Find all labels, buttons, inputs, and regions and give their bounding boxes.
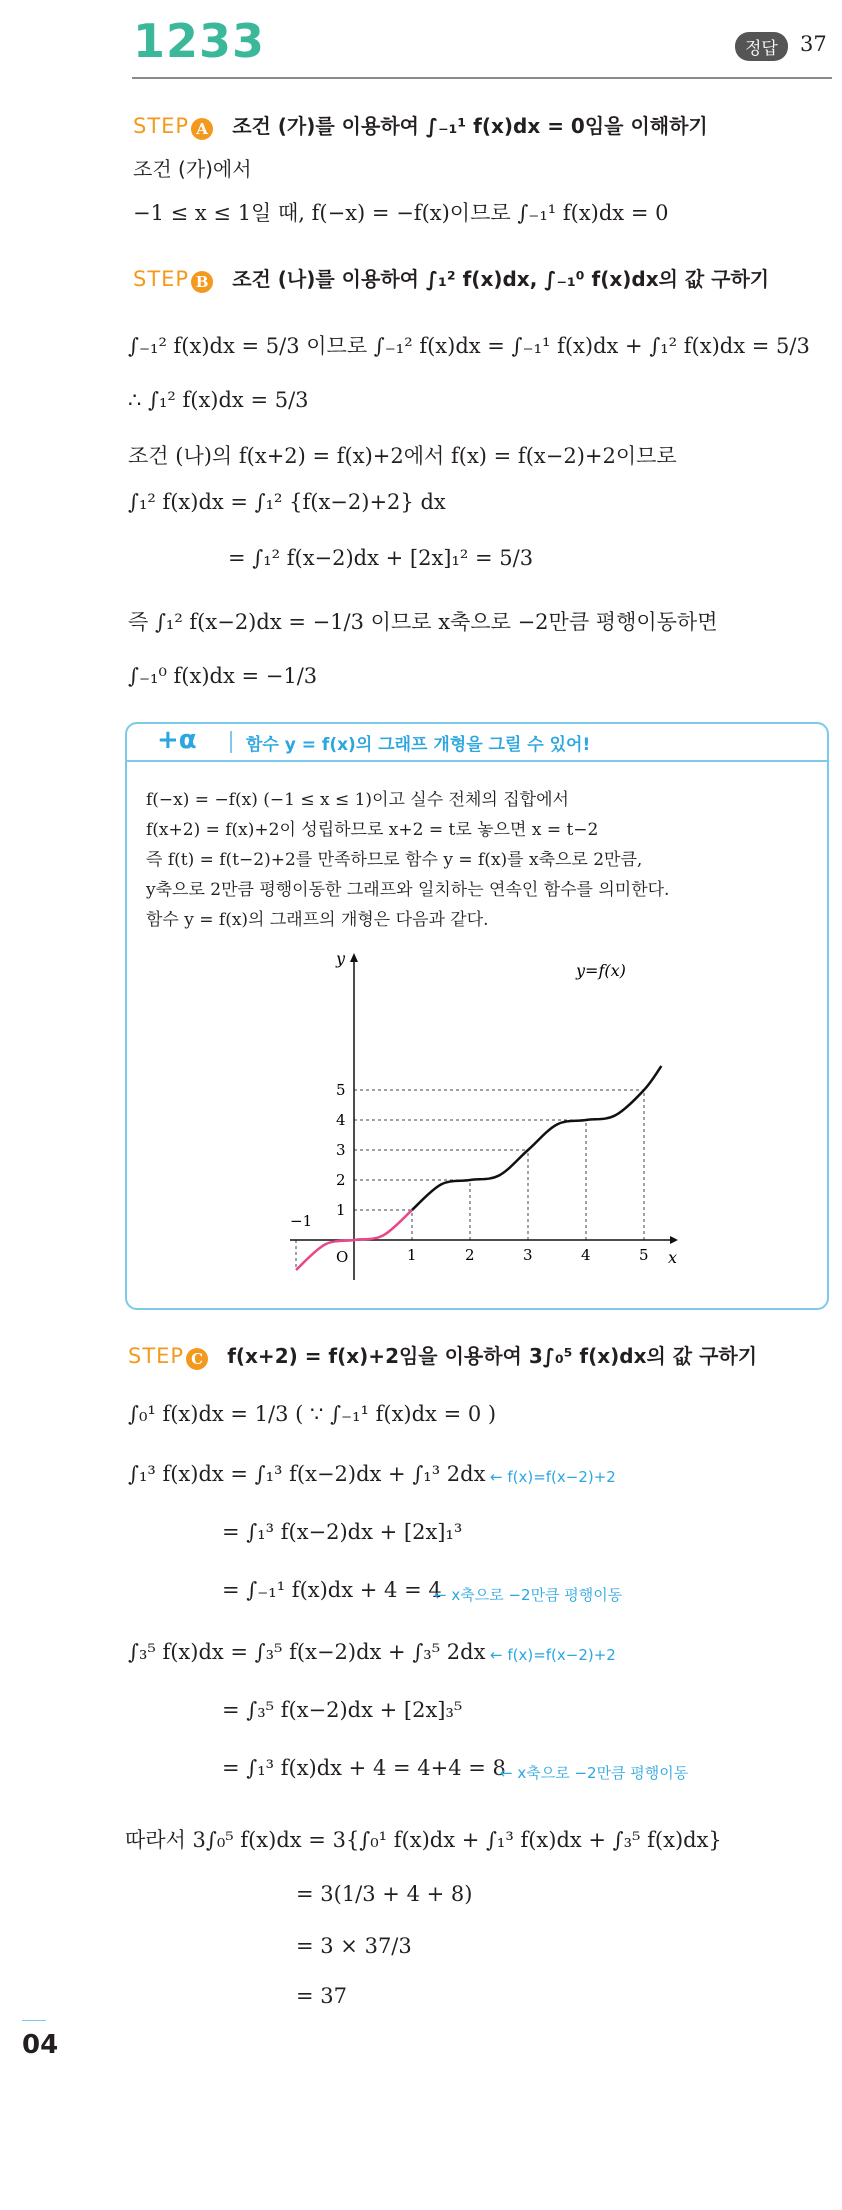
step-c-line-1: ∫₀¹ f(x)dx = 1/3 ( ∵ ∫₋₁¹ f(x)dx = 0 ) bbox=[128, 1402, 497, 1426]
step-c-note-4: ← x축으로 −2만큼 평행이동 bbox=[500, 1764, 689, 1782]
step-a-label: STEP bbox=[133, 114, 190, 138]
step-c-title: f(x+2) = f(x)+2임을 이용하여 3∫₀⁵ f(x)dx의 값 구하기 bbox=[227, 1344, 758, 1368]
step-b-label: STEP bbox=[133, 267, 190, 291]
tip-line-4: y축으로 2만큼 평행이동한 그래프와 일치하는 연속인 함수를 의미한다. bbox=[146, 880, 670, 900]
step-c-line-11: = 37 bbox=[296, 1984, 347, 2008]
step-a-line-1: 조건 (가)에서 bbox=[133, 157, 252, 181]
x-tick-label-3: 3 bbox=[523, 1246, 533, 1264]
step-a-line-2: −1 ≤ x ≤ 1일 때, f(−x) = −f(x)이므로 ∫₋₁¹ f(x)dx = 0 bbox=[133, 201, 669, 225]
step-c-note-2: ← x축으로 −2만큼 평행이동 bbox=[434, 1586, 623, 1604]
header-rule bbox=[132, 77, 832, 79]
y-tick-label-5: 5 bbox=[336, 1081, 346, 1099]
step-b-letter: B bbox=[191, 271, 213, 293]
step-c-line-9: = 3(1/3 + 4 + 8) bbox=[296, 1882, 473, 1906]
tip-line-5: 함수 y = f(x)의 그래프의 개형은 다음과 같다. bbox=[146, 910, 489, 930]
step-a-letter: A bbox=[191, 118, 213, 140]
step-b-line-7: ∫₋₁⁰ f(x)dx = −1/3 bbox=[128, 664, 318, 688]
step-c-label: STEP bbox=[128, 1344, 185, 1368]
step-b-heading bbox=[133, 263, 769, 293]
page-number: 04 bbox=[22, 2030, 59, 2060]
page-rule bbox=[22, 2020, 46, 2021]
step-b-line-1: ∫₋₁² f(x)dx = 5/3 이므로 ∫₋₁² f(x)dx = ∫₋₁¹ f(x)dx + ∫₁² f(x)dx = 5/3 bbox=[128, 334, 810, 358]
curve-label: y=f(x) bbox=[576, 961, 626, 980]
step-c-line-8: 따라서 3∫₀⁵ f(x)dx = 3{∫₀¹ f(x)dx + ∫₁³ f(x)dx + ∫₃⁵ f(x)dx} bbox=[125, 1828, 722, 1852]
x-axis-label: x bbox=[668, 1248, 678, 1267]
step-b-line-6: 즉 ∫₁² f(x−2)dx = −1/3 이므로 x축으로 −2만큼 평행이동하면 bbox=[128, 610, 718, 634]
y-axis-arrow-icon bbox=[350, 953, 358, 962]
tip-separator bbox=[230, 731, 232, 753]
step-c-heading bbox=[128, 1340, 757, 1370]
step-b-line-5: = ∫₁² f(x−2)dx + [2x]₁² = 5/3 bbox=[228, 546, 534, 570]
y-axis-label: y bbox=[336, 950, 346, 968]
x-tick-label-4: 4 bbox=[581, 1246, 591, 1264]
neg-one-tick: −1 bbox=[290, 1212, 313, 1230]
x-tick-label-2: 2 bbox=[465, 1246, 475, 1264]
step-c-note-1: ← f(x)=f(x−2)+2 bbox=[490, 1468, 616, 1486]
step-c-letter: C bbox=[186, 1348, 208, 1370]
step-b-title: 조건 (나)를 이용하여 ∫₁² f(x)dx, ∫₋₁⁰ f(x)dx의 값 구하기 bbox=[232, 267, 770, 291]
x-tick-label-1: 1 bbox=[407, 1246, 417, 1264]
function-graph bbox=[270, 950, 690, 1290]
step-a-heading bbox=[133, 110, 708, 140]
step-b-line-4: ∫₁² f(x)dx = ∫₁² {f(x−2)+2} dx bbox=[128, 490, 446, 514]
tip-line-1: f(−x) = −f(x) (−1 ≤ x ≤ 1)이고 실수 전체의 집합에서 bbox=[146, 790, 569, 810]
step-c-line-5: ∫₃⁵ f(x)dx = ∫₃⁵ f(x−2)dx + ∫₃⁵ 2dx bbox=[128, 1640, 486, 1664]
step-c-line-7: = ∫₁³ f(x)dx + 4 = 4+4 = 8 bbox=[222, 1756, 506, 1780]
answer-badge: 정답 bbox=[735, 32, 788, 61]
curve-main bbox=[412, 1066, 661, 1210]
tip-line-2: f(x+2) = f(x)+2이 성립하므로 x+2 = t로 놓으면 x = t−2 bbox=[146, 820, 599, 840]
step-c-note-3: ← f(x)=f(x−2)+2 bbox=[490, 1646, 616, 1664]
problem-number: 1233 bbox=[133, 14, 266, 68]
plus-alpha-icon: +α bbox=[157, 725, 197, 755]
y-tick-label-4: 4 bbox=[336, 1111, 346, 1129]
tip-line-3: 즉 f(t) = f(t−2)+2를 만족하므로 함수 y = f(x)를 x축으로 2만큼, bbox=[146, 850, 643, 870]
step-c-line-2: ∫₁³ f(x)dx = ∫₁³ f(x−2)dx + ∫₁³ 2dx bbox=[128, 1462, 486, 1486]
step-c-line-3: = ∫₁³ f(x−2)dx + [2x]₁³ bbox=[222, 1520, 463, 1544]
step-a-title: 조건 (가)를 이용하여 ∫₋₁¹ f(x)dx = 0임을 이해하기 bbox=[232, 114, 708, 138]
step-c-line-6: = ∫₃⁵ f(x−2)dx + [2x]₃⁵ bbox=[222, 1698, 463, 1722]
y-tick-label-3: 3 bbox=[336, 1141, 346, 1159]
step-b-line-3: 조건 (나)의 f(x+2) = f(x)+2에서 f(x) = f(x−2)+2이므로 bbox=[128, 444, 677, 468]
tip-title: 함수 y = f(x)의 그래프 개형을 그릴 수 있어! bbox=[246, 735, 591, 755]
step-b-line-2: ∴ ∫₁² f(x)dx = 5/3 bbox=[128, 388, 309, 412]
step-c-line-4: = ∫₋₁¹ f(x)dx + 4 = 4 bbox=[222, 1578, 442, 1602]
x-axis-arrow-icon bbox=[670, 1236, 678, 1244]
x-tick-label-5: 5 bbox=[639, 1246, 649, 1264]
origin-label: O bbox=[336, 1248, 349, 1266]
y-tick-label-1: 1 bbox=[336, 1201, 346, 1219]
y-tick-label-2: 2 bbox=[336, 1171, 346, 1189]
step-c-line-10: = 3 × 37/3 bbox=[296, 1934, 412, 1958]
answer-value: 37 bbox=[800, 32, 827, 56]
